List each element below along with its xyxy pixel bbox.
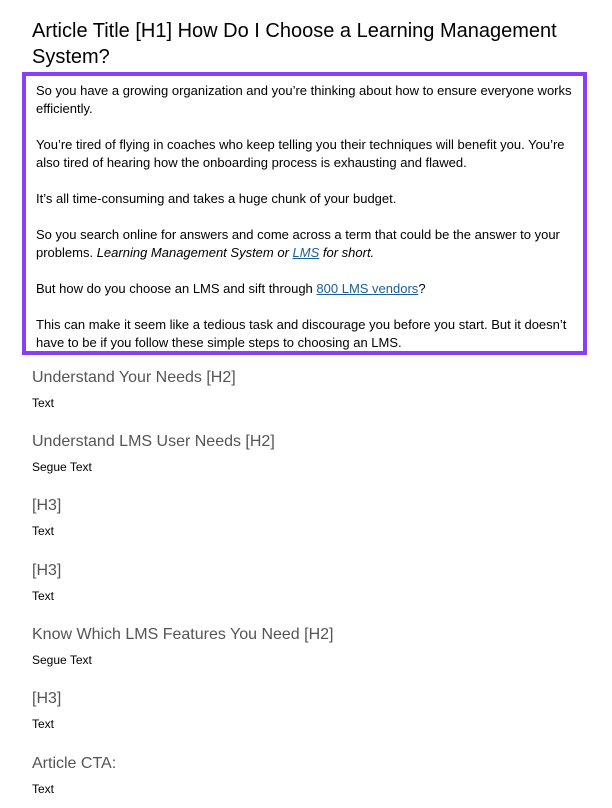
article-title: Article Title [H1] How Do I Choose a Learning Management System?	[32, 20, 557, 68]
section-body: Text	[32, 589, 55, 603]
intro-paragraph-4-italic: Learning Management System or	[96, 245, 293, 260]
intro-paragraph-5-text: But how do you choose an LMS and sift through	[36, 281, 317, 296]
intro-highlight-box	[22, 72, 587, 355]
section-understand-needs	[32, 368, 592, 411]
section-h3-3	[32, 689, 592, 732]
section-article-cta	[32, 754, 592, 797]
section-h3-2	[32, 561, 592, 604]
section-body: Segue Text	[32, 460, 92, 474]
intro-paragraph-4-text: So you search online for answers and come across a term that could be the answer to your problems.	[36, 227, 560, 260]
section-heading: [H3]	[32, 690, 62, 707]
section-heading: Article CTA:	[32, 755, 117, 772]
section-body: Text	[32, 782, 55, 796]
section-h3-1	[32, 496, 592, 539]
section-heading: Know Which LMS Features You Need [H2]	[32, 626, 334, 643]
section-heading: Understand LMS User Needs [H2]	[32, 433, 275, 450]
section-heading: [H3]	[32, 562, 62, 579]
section-body: Text	[32, 524, 55, 538]
intro-paragraph-1: So you have a growing organization and you’re thinking about how to ensure everyone works efficiently.	[36, 83, 572, 116]
section-body: Text	[32, 396, 55, 410]
section-body: Segue Text	[32, 653, 92, 667]
section-understand-user-needs	[32, 432, 592, 475]
section-heading: [H3]	[32, 497, 62, 514]
section-body: Text	[32, 717, 55, 731]
intro-paragraph-5	[36, 280, 576, 298]
intro-text	[36, 82, 576, 352]
intro-paragraph-5-end: ?	[418, 281, 426, 296]
intro-paragraph-4-italic-end: for short.	[319, 245, 375, 260]
lms-vendors-link[interactable]: 800 LMS vendors	[316, 281, 419, 296]
intro-paragraph-2: You’re tired of flying in coaches who keep telling you their techniques will benefit you. You’re also tired of hearing how the onboarding process is exhausting and flawed.	[36, 137, 565, 170]
intro-paragraph-6: This can make it seem like a tedious task and discourage you before you start. But it doesn’t have to be if you follow these simple steps to choosing an LMS.	[36, 317, 567, 350]
section-heading: Understand Your Needs [H2]	[32, 369, 236, 386]
intro-paragraph-4	[36, 226, 576, 262]
intro-paragraph-3: It’s all time-consuming and takes a huge chunk of your budget.	[36, 191, 397, 206]
lms-link[interactable]: LMS	[292, 245, 320, 260]
section-lms-features	[32, 625, 592, 668]
